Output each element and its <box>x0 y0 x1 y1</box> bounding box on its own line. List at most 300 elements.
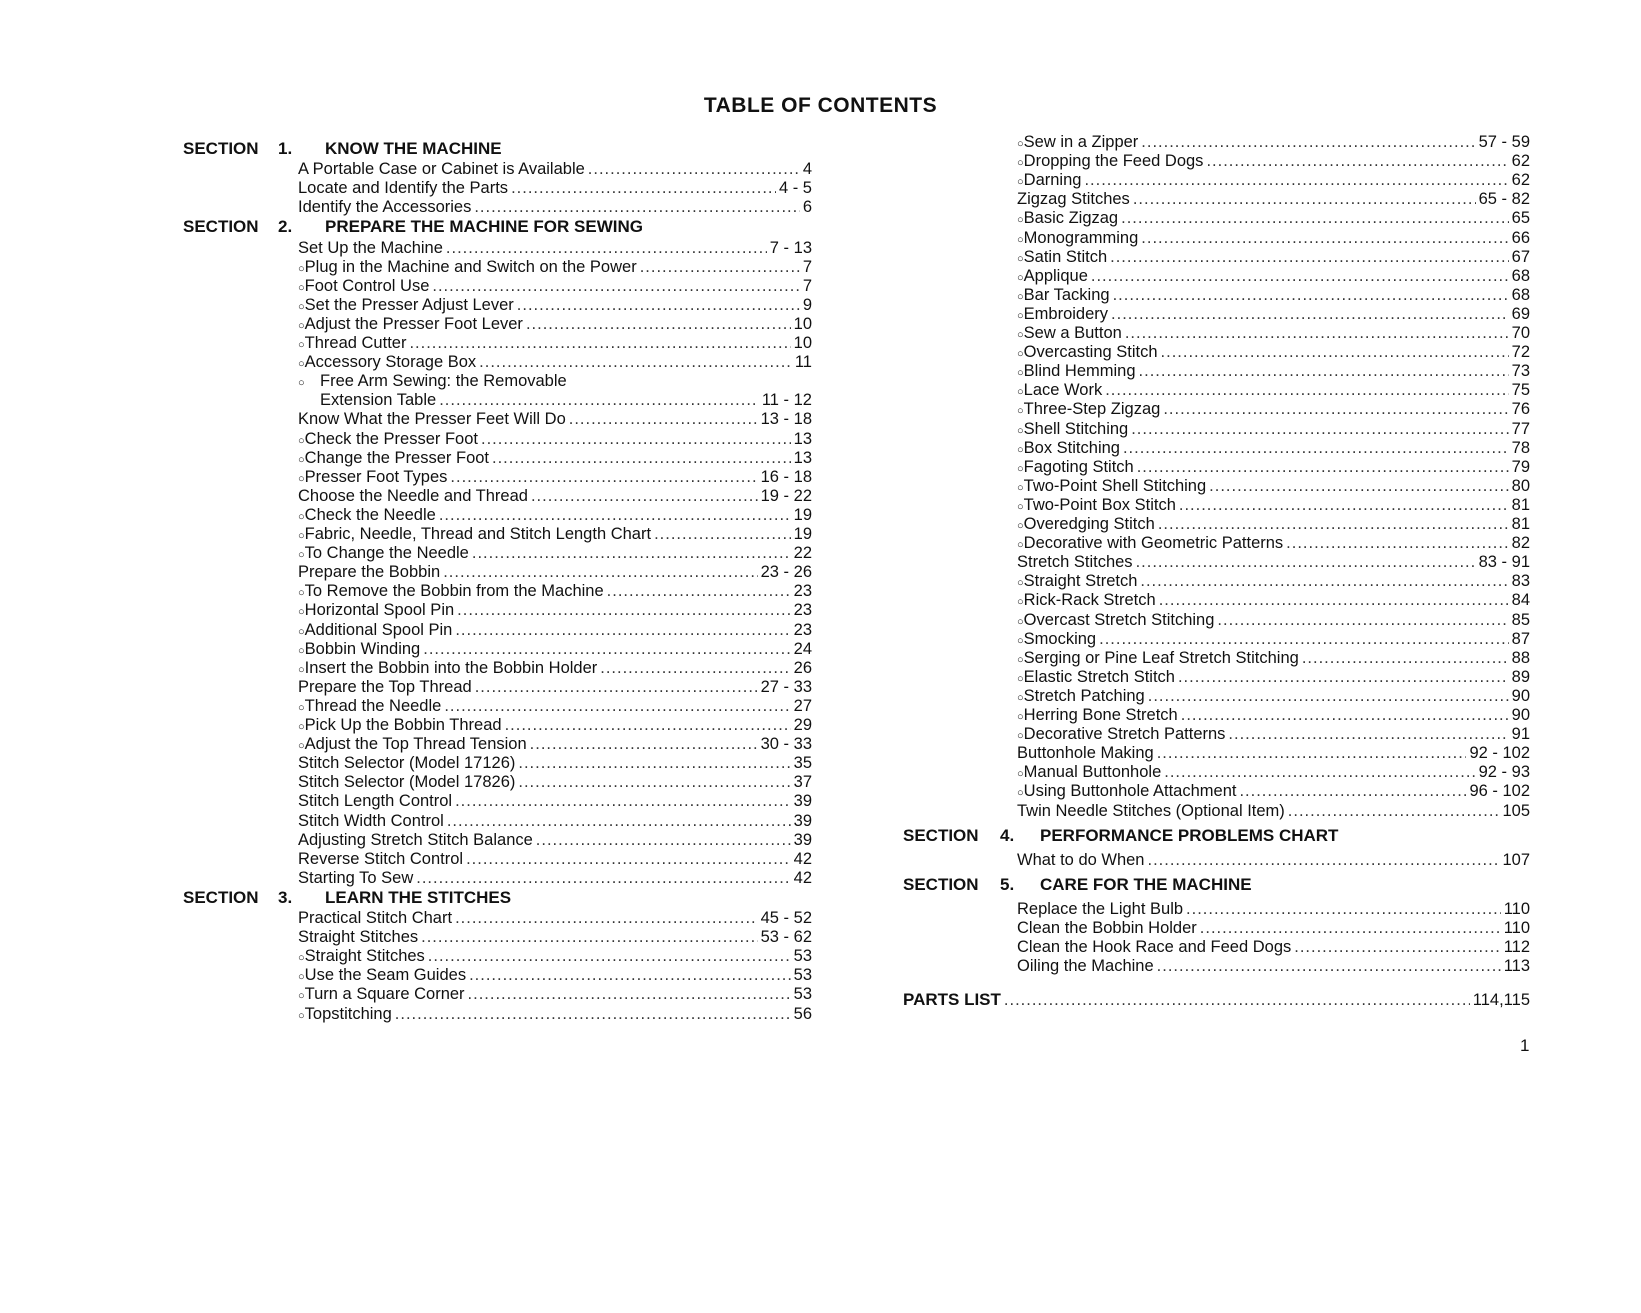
entry-text: Choose the Needle and Thread <box>298 486 528 505</box>
page-ref: 92 - 102 <box>1469 744 1530 763</box>
page-ref: 87 <box>1511 629 1530 648</box>
entry-text: Fabric, Needle, Thread and Stitch Length Chart <box>304 525 652 543</box>
entry-text: Adjust the Presser Foot Lever <box>304 314 523 333</box>
bullet-icon: ○ <box>1017 443 1024 456</box>
toc-entry <box>298 966 812 987</box>
toc-entry <box>298 697 812 718</box>
toc-entry <box>1017 496 1530 517</box>
entry-text: Zigzag Stitches <box>1017 190 1130 209</box>
page-ref: 90 <box>1511 706 1530 724</box>
entry-text: Additional Spool Pin <box>304 620 453 639</box>
leader-dots <box>421 928 757 947</box>
entry-text: Rick-Rack Stretch <box>1023 591 1156 610</box>
toc-entry <box>1017 324 1530 345</box>
page-ref: 19 <box>793 505 812 524</box>
entry-text: Check the Presser Foot <box>304 429 478 448</box>
bullet-icon: ○ <box>1017 309 1024 322</box>
page-ref: 92 - 93 <box>1478 763 1530 782</box>
leader-dots <box>469 966 791 985</box>
leader-dots <box>1110 248 1509 267</box>
leader-dots <box>423 640 790 659</box>
leader-dots <box>1206 152 1508 171</box>
entry-text: Know What the Presser Feet Will Do <box>298 410 566 429</box>
leader-dots <box>1139 362 1509 381</box>
bullet-icon: ○ <box>298 663 305 676</box>
bullet-icon: ○ <box>1017 539 1024 552</box>
leader-dots <box>1147 851 1499 870</box>
toc-entry <box>298 198 812 217</box>
leader-dots <box>443 563 757 582</box>
toc-entry <box>298 544 812 565</box>
entry-text: Set the Presser Adjust Lever <box>304 295 514 314</box>
toc-entry <box>298 659 812 680</box>
leader-dots <box>1133 190 1476 209</box>
bullet-icon: ○ <box>298 434 305 447</box>
page-ref: 26 <box>793 658 812 677</box>
entry-text: A Portable Case or Cabinet is Available <box>298 160 585 179</box>
bullet-icon: ○ <box>1017 500 1024 513</box>
leader-dots <box>1179 496 1509 515</box>
entry-text: Bobbin Winding <box>304 639 421 658</box>
toc-entry <box>298 754 812 773</box>
leader-dots <box>511 179 776 198</box>
page-ref: 11 <box>794 353 812 372</box>
page-ref: 19 <box>793 525 812 543</box>
leader-dots <box>1121 209 1509 228</box>
bullet-icon: ○ <box>298 990 305 1003</box>
leader-dots <box>1099 630 1509 649</box>
toc-entry <box>298 621 812 642</box>
entry-text: Stretch Stitches <box>1017 553 1133 572</box>
page-ref: 24 <box>793 639 812 658</box>
page-ref: 57 - 59 <box>1478 133 1530 151</box>
bullet-icon: ○ <box>298 549 305 562</box>
toc-entry <box>1017 171 1530 192</box>
entry-text: Manual Buttonhole <box>1023 763 1162 782</box>
section-number: 3. <box>278 887 293 907</box>
page-ref: 7 - 13 <box>769 238 812 257</box>
entry-text: Applique <box>1023 266 1088 285</box>
leader-dots <box>1004 991 1470 1010</box>
bullet-icon: ○ <box>1017 577 1024 590</box>
page-ref: 83 - 91 <box>1478 553 1530 572</box>
bullet-icon: ○ <box>298 510 305 523</box>
page-ref: 35 <box>793 754 812 773</box>
entry-text: Clean the Bobbin Holder <box>1017 919 1197 937</box>
entry-text: Stitch Selector (Model 17126) <box>298 754 516 773</box>
toc-entry <box>298 487 812 506</box>
section-title: KNOW THE MACHINE <box>325 139 502 158</box>
entry-text: Decorative Stretch Patterns <box>1023 725 1226 744</box>
leader-dots <box>432 277 799 296</box>
bullet-icon: ○ <box>298 530 305 542</box>
toc-entry <box>1017 957 1530 976</box>
bullet-icon: ○ <box>1017 691 1024 704</box>
leader-dots <box>1288 802 1500 821</box>
bullet-icon: ○ <box>1017 348 1024 361</box>
entry-text: To Remove the Bobbin from the Machine <box>304 582 604 601</box>
entry-text: Check the Needle <box>304 505 436 524</box>
toc-entry <box>1017 190 1530 209</box>
toc-entry <box>1017 420 1530 441</box>
entry-text: Prepare the Top Thread <box>298 677 472 696</box>
page-ref: 84 <box>1511 591 1530 610</box>
page-ref: 89 <box>1511 667 1530 686</box>
leader-dots <box>1091 267 1509 286</box>
entry-text: Stitch Selector (Model 17826) <box>298 773 516 792</box>
bullet-icon: ○ <box>298 587 305 600</box>
page-ref: 81 <box>1511 515 1530 533</box>
entry-text: Overcast Stretch Stitching <box>1023 610 1215 629</box>
entry-text: Pick Up the Bobbin Thread <box>304 716 502 734</box>
entry-text: Box Stitching <box>1023 438 1120 457</box>
leader-dots <box>439 506 791 525</box>
bullet-icon: ○ <box>1017 615 1024 628</box>
toc-entry <box>1017 267 1530 288</box>
leader-dots <box>1159 591 1509 610</box>
leader-dots <box>536 831 791 850</box>
leader-dots <box>1228 725 1508 744</box>
toc-entry <box>1017 630 1530 651</box>
entry-text: Prepare the Bobbin <box>298 563 441 582</box>
parts-list-label: PARTS LIST <box>903 990 1001 1010</box>
toc-entry <box>298 430 812 451</box>
bullet-icon: ○ <box>1017 157 1024 170</box>
leader-dots <box>1209 477 1508 496</box>
toc-entry <box>1017 763 1530 784</box>
bullet-icon: ○ <box>298 721 305 733</box>
leader-dots <box>531 487 758 506</box>
toc-entry <box>298 947 812 968</box>
leader-dots <box>455 621 790 640</box>
toc-entry <box>298 258 812 279</box>
page-ref: 13 <box>793 429 812 448</box>
toc-entry <box>1017 553 1530 572</box>
leader-dots <box>1158 515 1509 534</box>
leader-dots <box>1125 324 1509 343</box>
section-label: SECTION <box>183 139 259 158</box>
bullet-icon: ○ <box>1017 520 1024 532</box>
page-ref: 80 <box>1511 476 1530 495</box>
bullet-icon: ○ <box>1017 290 1024 303</box>
page-ref: 69 <box>1511 304 1530 323</box>
page-ref: 114,115 <box>1472 991 1530 1010</box>
page-ref: 112 <box>1503 938 1530 957</box>
entry-text: Set Up the Machine <box>298 238 443 257</box>
bullet-icon: ○ <box>298 952 305 965</box>
entry-text: Practical Stitch Chart <box>298 909 453 927</box>
bullet-icon: ○ <box>298 1009 305 1022</box>
leader-dots <box>640 258 800 277</box>
page-ref: 68 <box>1511 266 1530 285</box>
page-ref: 67 <box>1511 247 1530 266</box>
entry-text: Smocking <box>1023 629 1097 648</box>
entry-text: Darning <box>1023 171 1082 190</box>
bullet-icon: ○ <box>1017 214 1024 227</box>
bullet-icon: ○ <box>298 606 305 619</box>
entry-text: Adjust the Top Thread Tension <box>304 735 527 754</box>
toc-entry <box>1017 591 1530 612</box>
page-ref: 23 <box>793 582 812 601</box>
page-ref: 65 <box>1511 209 1530 228</box>
page-ref: 72 <box>1511 343 1530 362</box>
page-ref: 10 <box>793 314 812 333</box>
bullet-icon: ○ <box>1017 768 1024 781</box>
page-ref: 39 <box>793 792 812 811</box>
toc-entry <box>298 160 812 179</box>
leader-dots <box>600 659 790 678</box>
page-ref: 53 <box>793 966 812 985</box>
leader-dots <box>457 601 790 620</box>
entry-text: Turn a Square Corner <box>304 985 465 1004</box>
bullet-icon: ○ <box>298 625 305 638</box>
toc-entry <box>298 179 812 198</box>
page-ref: 9 <box>802 295 812 314</box>
toc-entry <box>1017 687 1530 708</box>
toc-entry <box>298 525 812 546</box>
toc-entry <box>1017 286 1530 307</box>
leader-dots <box>1111 305 1509 324</box>
page-ref: 81 <box>1511 495 1530 514</box>
entry-text: Presser Foot Types <box>304 467 448 486</box>
entry-text: Embroidery <box>1023 304 1109 323</box>
entry-text: Lace Work <box>1023 381 1103 400</box>
page-ref: 85 <box>1511 610 1530 629</box>
page-ref: 29 <box>793 716 812 734</box>
page-ref: 62 <box>1511 171 1530 190</box>
bullet-icon: ○ <box>1017 711 1024 723</box>
leader-dots <box>475 678 758 697</box>
entry-text: Change the Presser Foot <box>304 448 490 467</box>
bullet-icon: ○ <box>1017 653 1024 666</box>
toc-entry <box>1017 305 1530 326</box>
page-number: 1 <box>1520 1036 1530 1055</box>
bullet-icon: ○ <box>1017 481 1024 494</box>
leader-dots <box>1239 782 1466 801</box>
section-title: CARE FOR THE MACHINE <box>1040 874 1252 894</box>
entry-text: Extension Table <box>320 391 437 410</box>
toc-entry <box>1017 938 1530 957</box>
entry-text: What to do When <box>1017 850 1145 869</box>
page-ref: 78 <box>1511 438 1530 457</box>
toc-entry <box>1017 572 1530 593</box>
page-ref: 110 <box>1503 899 1530 918</box>
toc-entry <box>903 990 1530 1010</box>
leader-dots <box>447 812 791 831</box>
bullet-icon: ○ <box>298 740 305 753</box>
entry-text: Twin Needle Stitches (Optional Item) <box>1017 801 1285 820</box>
page-ref: 62 <box>1511 152 1530 171</box>
toc-entry <box>1017 668 1530 689</box>
entry-text: Fagoting Stitch <box>1023 457 1134 476</box>
entry-text: Two-Point Shell Stitching <box>1023 476 1207 495</box>
toc-entry <box>1017 649 1530 670</box>
page-ref: 79 <box>1511 457 1530 476</box>
bullet-icon: ○ <box>298 472 305 485</box>
leader-dots <box>1137 458 1509 477</box>
entry-text: Three-Step Zigzag <box>1023 400 1161 419</box>
toc-entry <box>1017 133 1530 154</box>
toc-entry <box>298 850 812 869</box>
leader-dots <box>1148 687 1509 706</box>
bullet-icon: ○ <box>1017 271 1024 284</box>
leader-dots <box>1164 763 1475 782</box>
bullet-icon: ○ <box>1017 424 1024 437</box>
page-ref: 53 <box>793 947 812 966</box>
toc-entry <box>298 1005 812 1026</box>
page-ref: 70 <box>1511 324 1530 342</box>
page-ref: 27 <box>793 696 812 715</box>
page-ref: 65 - 82 <box>1478 190 1530 209</box>
toc-entry <box>298 563 812 582</box>
leader-dots <box>481 430 791 449</box>
toc-entry <box>320 391 812 410</box>
toc-entry <box>298 928 812 947</box>
leader-dots <box>455 792 791 811</box>
leader-dots <box>472 544 791 563</box>
toc-entry <box>298 812 812 831</box>
page-ref: 73 <box>1511 362 1530 381</box>
bullet-icon: ○ <box>1017 252 1024 265</box>
toc-entry <box>298 239 812 258</box>
leader-dots <box>492 449 791 468</box>
toc-entry <box>298 506 812 527</box>
entry-text: Overedging Stitch <box>1023 515 1155 533</box>
page-ref: 13 <box>793 448 812 467</box>
entry-text: Foot Control Use <box>304 276 430 295</box>
leader-dots <box>1294 938 1500 957</box>
section-label: SECTION <box>183 887 259 907</box>
leader-dots <box>1140 572 1508 591</box>
section-label: SECTION <box>903 874 979 894</box>
leader-dots <box>428 947 791 966</box>
leader-dots <box>1105 381 1508 400</box>
toc-entry <box>1017 744 1530 763</box>
page-ref: 7 <box>802 276 812 295</box>
page-ref: 66 <box>1511 228 1530 247</box>
toc-entry <box>298 735 812 756</box>
leader-dots <box>1157 744 1467 763</box>
page-ref: 91 <box>1511 725 1530 744</box>
toc-entry <box>1017 706 1530 727</box>
leader-dots <box>474 198 799 217</box>
page-ref: 42 <box>793 849 812 868</box>
entry-text: Decorative with Geometric Patterns <box>1023 534 1284 553</box>
section-number: 1. <box>278 139 293 158</box>
toc-entry <box>1017 229 1530 250</box>
entry-text: Dropping the Feed Dogs <box>1023 152 1204 171</box>
toc-entry <box>298 315 812 336</box>
toc-entry <box>1017 477 1530 498</box>
bullet-icon: ○ <box>298 644 305 657</box>
page-ref: 7 <box>802 257 812 276</box>
leader-dots <box>1178 668 1509 687</box>
leader-dots <box>530 735 758 754</box>
section-number: 5. <box>1000 874 1015 894</box>
toc-entry <box>298 640 812 661</box>
entry-text: Clean the Hook Race and Feed Dogs <box>1017 938 1292 957</box>
entry-text: Plug in the Machine and Switch on the Power <box>304 257 637 276</box>
leader-dots <box>395 1005 791 1024</box>
page-title: TABLE OF CONTENTS <box>703 94 938 117</box>
leader-dots <box>1302 649 1509 668</box>
leader-dots <box>1200 919 1501 938</box>
entry-text: Insert the Bobbin into the Bobbin Holder <box>304 658 598 677</box>
toc-entry <box>1017 458 1530 479</box>
toc-entry <box>298 372 567 393</box>
entry-text: Thread Cutter <box>304 334 407 352</box>
entry-text: Locate and Identify the Parts <box>298 179 509 198</box>
page-ref: 23 <box>793 620 812 639</box>
leader-dots <box>455 909 758 928</box>
toc-entry <box>1017 209 1530 230</box>
entry-text: Accessory Storage Box <box>304 353 477 372</box>
bullet-icon: ○ <box>1017 138 1024 150</box>
page-ref: 19 - 22 <box>760 486 812 505</box>
entry-text: Using Buttonhole Attachment <box>1023 782 1237 801</box>
leader-dots <box>654 525 791 544</box>
page-ref: 6 <box>802 198 812 217</box>
bullet-icon: ○ <box>298 701 305 714</box>
toc-entry <box>298 716 812 737</box>
toc-entry <box>1017 400 1530 421</box>
entry-text: Herring Bone Stretch <box>1023 706 1178 724</box>
leader-dots <box>416 869 790 888</box>
page-ref: 56 <box>793 1004 812 1023</box>
leader-dots <box>505 716 791 735</box>
bullet-icon: ○ <box>1017 329 1024 341</box>
page-ref: 39 <box>793 830 812 849</box>
entry-text: Sew in a Zipper <box>1023 133 1139 151</box>
entry-text: Replace the Light Bulb <box>1017 899 1184 918</box>
page-ref: 90 <box>1511 686 1530 705</box>
bullet-icon: ○ <box>1017 386 1024 399</box>
page-ref: 30 - 33 <box>760 735 812 754</box>
bullet-icon: ○ <box>1017 596 1024 609</box>
bullet-icon: ○ <box>1017 367 1024 380</box>
bullet-icon: ○ <box>1017 405 1024 418</box>
leader-dots <box>1141 229 1508 248</box>
toc-entry <box>298 678 812 697</box>
page-ref: 37 <box>793 773 812 792</box>
entry-text: Buttonhole Making <box>1017 744 1154 763</box>
page-ref: 107 <box>1502 850 1530 869</box>
toc-entry <box>298 410 812 429</box>
toc-entry <box>1017 248 1530 269</box>
entry-text: Monogramming <box>1023 228 1139 247</box>
page-ref: 27 - 33 <box>760 677 812 696</box>
page-ref: 23 <box>793 601 812 620</box>
leader-dots <box>1157 957 1501 976</box>
page-ref: 10 <box>793 334 812 352</box>
leader-dots <box>518 773 790 792</box>
bullet-icon: ○ <box>1017 233 1024 246</box>
leader-dots <box>518 754 790 773</box>
toc-entry <box>1017 534 1530 555</box>
page-ref: 16 - 18 <box>760 467 812 486</box>
page-ref: 68 <box>1511 285 1530 304</box>
entry-text: Basic Zigzag <box>1023 209 1119 228</box>
entry-text: Free Arm Sewing: the Removable <box>320 372 567 391</box>
section-label: SECTION <box>183 217 259 237</box>
toc-entry <box>1017 515 1530 536</box>
leader-dots <box>409 334 790 353</box>
toc-entry <box>1017 725 1530 746</box>
page-ref: 110 <box>1503 919 1530 937</box>
page-ref: 45 - 52 <box>760 909 812 927</box>
toc-entry <box>1017 152 1530 173</box>
toc-entry <box>298 909 812 928</box>
